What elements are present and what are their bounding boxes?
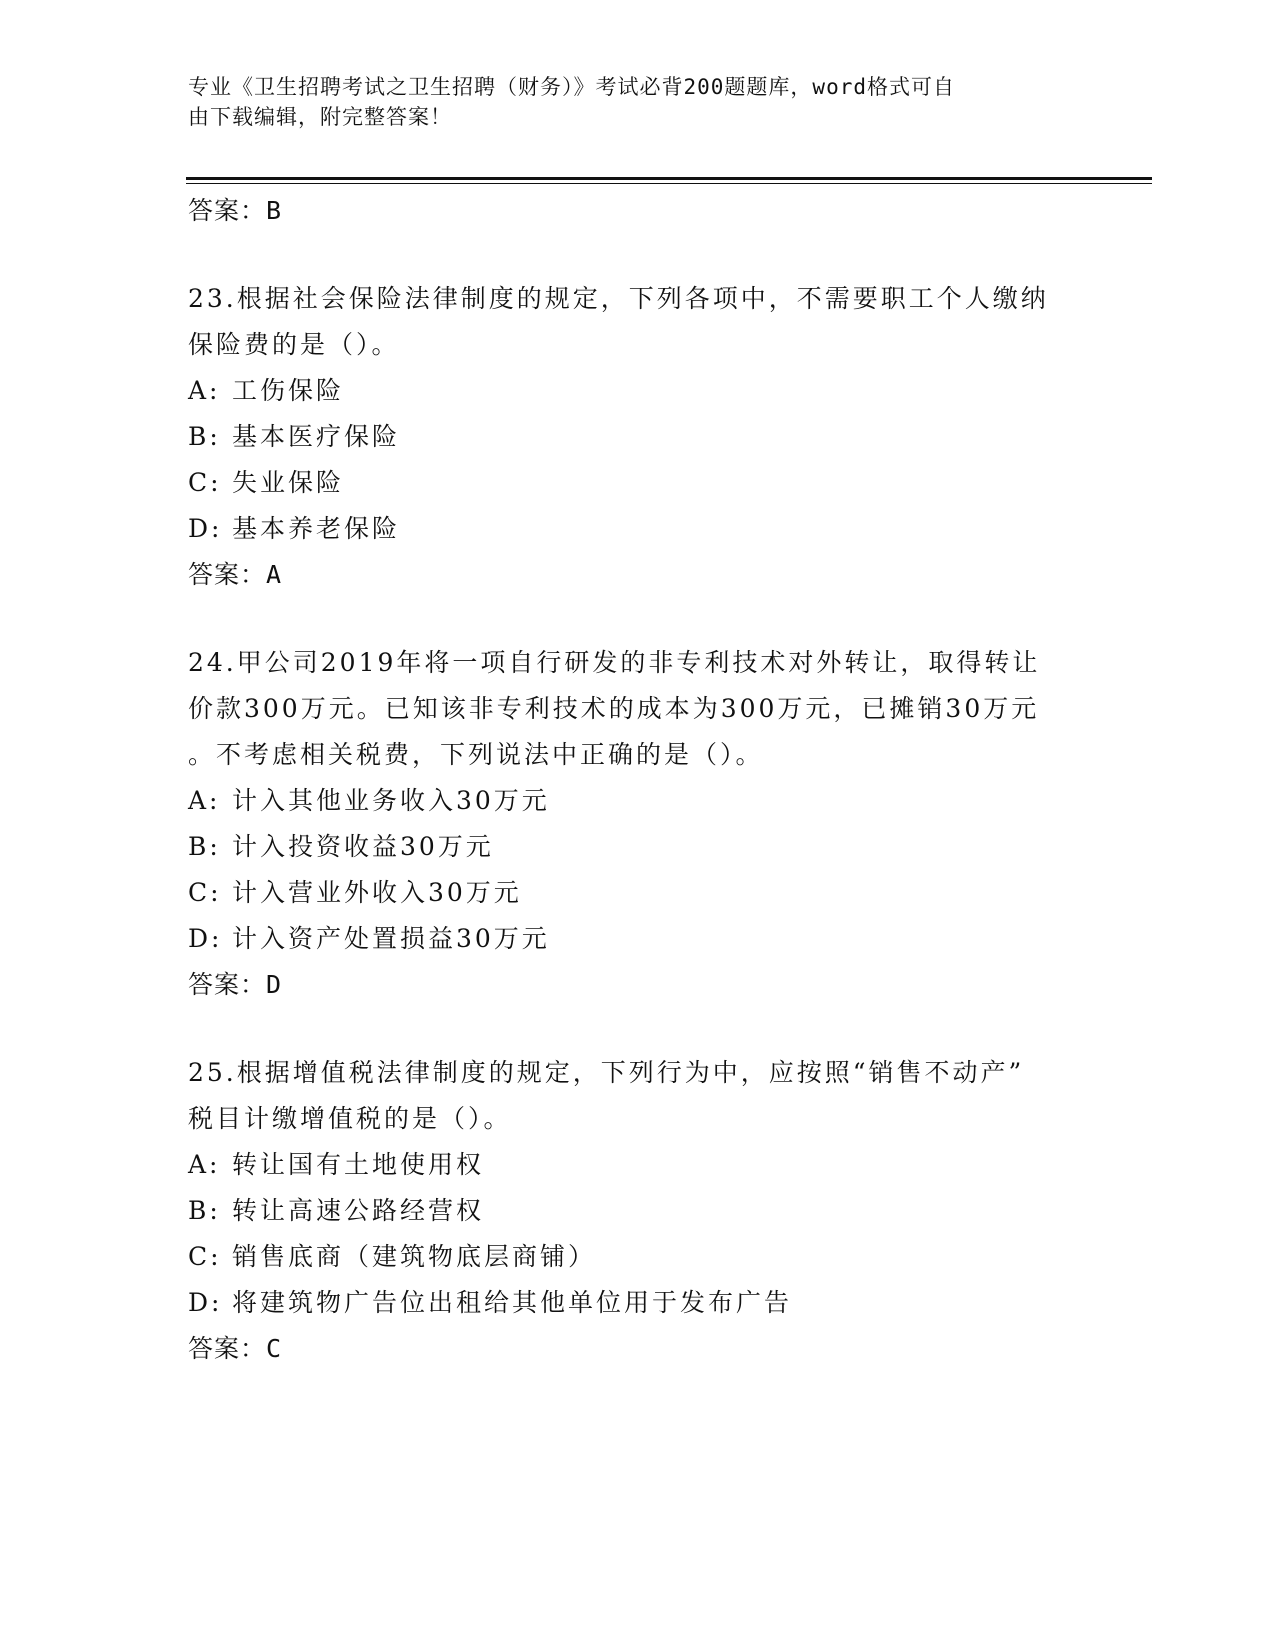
answer-label: 答案： <box>188 560 267 589</box>
option-text: 工伤保险 <box>232 376 345 405</box>
option-letter: C: <box>188 468 222 497</box>
previous-answer-line <box>188 188 1088 234</box>
option-letter: C: <box>188 1242 222 1271</box>
answer-value: B <box>266 196 283 225</box>
option-b <box>188 824 1088 870</box>
answer-value: D <box>266 970 283 999</box>
page-header <box>188 72 1068 132</box>
option-text: 计入其他业务收入30万元 <box>232 786 550 815</box>
option-text: 转让国有土地使用权 <box>232 1150 485 1179</box>
header-divider-thin <box>186 183 1152 184</box>
spacer <box>188 598 1088 640</box>
option-letter: A: <box>188 786 221 815</box>
stem-line: 税目计缴增值税的是（）。 <box>188 1104 512 1133</box>
option-text: 基本养老保险 <box>232 514 401 543</box>
option-text: 转让高速公路经营权 <box>232 1196 485 1225</box>
option-text: 基本医疗保险 <box>232 422 401 451</box>
answer-value: A <box>266 560 283 589</box>
stem-line: 。不考虑相关税费，下列说法中正确的是（）。 <box>188 740 764 769</box>
answer-label: 答案： <box>188 1334 267 1363</box>
question-stem <box>188 640 1068 778</box>
question-block <box>188 640 1088 1008</box>
option-text: 计入投资收益30万元 <box>232 832 494 861</box>
option-letter: A: <box>188 1150 221 1179</box>
stem-line: 23.根据社会保险法律制度的规定，下列各项中，不需要职工个人缴纳 <box>188 284 1049 313</box>
header-line-2: 由下载编辑，附完整答案！ <box>188 105 452 129</box>
answer-line <box>188 1326 1088 1372</box>
option-b <box>188 414 1088 460</box>
option-letter: D: <box>188 1288 223 1317</box>
answer-line <box>188 962 1088 1008</box>
option-letter: B: <box>188 422 221 451</box>
answer-label: 答案： <box>188 970 267 999</box>
option-letter: C: <box>188 878 222 907</box>
question-block <box>188 276 1088 598</box>
stem-line: 25.根据增值税法律制度的规定，下列行为中，应按照“销售不动产” <box>188 1058 1025 1087</box>
option-letter: B: <box>188 832 221 861</box>
stem-line: 保险费的是（）。 <box>188 330 400 359</box>
option-a <box>188 778 1088 824</box>
option-d <box>188 1280 1088 1326</box>
option-a <box>188 368 1088 414</box>
header-divider-thick <box>186 177 1152 180</box>
option-letter: A: <box>188 376 221 405</box>
option-b <box>188 1188 1088 1234</box>
option-text: 计入资产处置损益30万元 <box>232 924 550 953</box>
option-text: 失业保险 <box>232 468 345 497</box>
option-letter: D: <box>188 514 223 543</box>
option-a <box>188 1142 1088 1188</box>
question-stem <box>188 276 1068 368</box>
option-letter: B: <box>188 1196 221 1225</box>
question-stem <box>188 1050 1068 1142</box>
option-d <box>188 916 1088 962</box>
answer-value: C <box>266 1334 283 1363</box>
option-text: 计入营业外收入30万元 <box>232 878 522 907</box>
stem-line: 价款300万元。已知该非专利技术的成本为300万元，已摊销30万元 <box>188 694 1040 723</box>
header-line-1: 专业《卫生招聘考试之卫生招聘（财务）》考试必背200题题库，word格式可自 <box>188 75 955 99</box>
questions-content <box>188 188 1088 1372</box>
option-c <box>188 870 1088 916</box>
answer-label: 答案： <box>188 196 267 225</box>
question-block <box>188 1050 1088 1372</box>
stem-line: 24.甲公司2019年将一项自行研发的非专利技术对外转让，取得转让 <box>188 648 1041 677</box>
option-d <box>188 506 1088 552</box>
option-c <box>188 460 1088 506</box>
spacer <box>188 1008 1088 1050</box>
option-text: 销售底商（建筑物底层商铺） <box>232 1242 597 1271</box>
option-text: 将建筑物广告位出租给其他单位用于发布广告 <box>232 1288 793 1317</box>
spacer <box>188 234 1088 276</box>
option-letter: D: <box>188 924 223 953</box>
option-c <box>188 1234 1088 1280</box>
answer-line <box>188 552 1088 598</box>
